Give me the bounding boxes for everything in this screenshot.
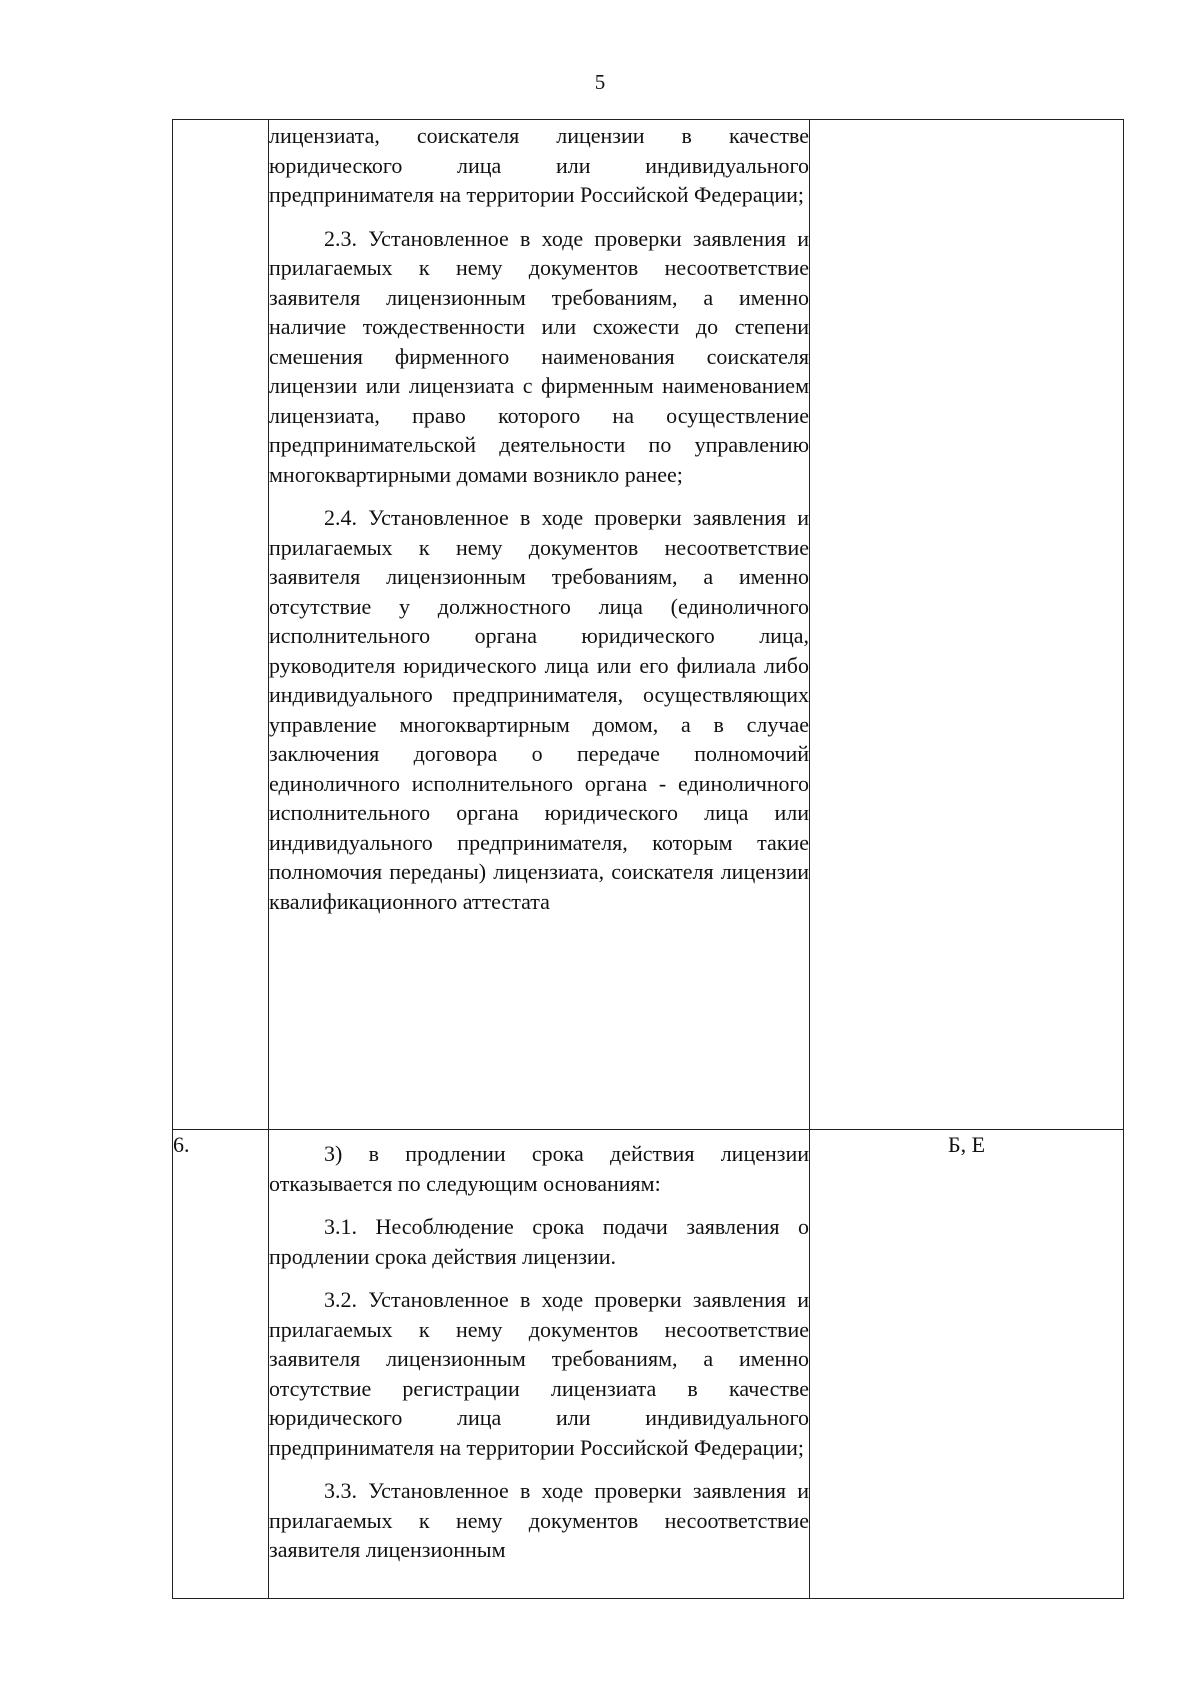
row-result-cell: Б, Е bbox=[810, 1130, 1124, 1599]
paragraph: лицензиата, соискателя лицензии в качестве юридического лица или индивидуального предпринимателя на территории Российской Федерации; bbox=[269, 123, 809, 207]
row-number-cell: 6. bbox=[173, 1130, 269, 1599]
row-text-cell bbox=[269, 120, 810, 1130]
row-number-cell bbox=[173, 120, 269, 1130]
page-number: 5 bbox=[594, 70, 606, 94]
paragraph: 2.4. Установленное в ходе проверки заявления и прилагаемых к нему документов несоответствие заявителя лицензионным требованиям, а именно отсутствие у должностного лица (единоличного исполнительного органа юридического лица, руководителя юридического лица или его филиала либо индивидуального предпринимателя, осуществляющих управление многоквартирным домом, а в случае заключения договора о передаче полномочий единоличного исполнительного органа - единоличного исполнительного органа юридического лица или индивидуального предпринимателя, которым такие полномочия переданы) лицензиата, соискателя лицензии квалификационного аттестата bbox=[269, 505, 809, 914]
paragraph: 3) в продлении срока действия лицензии отказывается по следующим основаниям: bbox=[269, 1141, 809, 1196]
paragraph: 3.1. Несоблюдение срока подачи заявления о продлении срока действия лицензии. bbox=[269, 1214, 809, 1269]
table-row bbox=[173, 120, 1124, 1130]
row-result-cell bbox=[810, 120, 1124, 1130]
paragraph: 3.2. Установленное в ходе проверки заявления и прилагаемых к нему документов несоответствие заявителя лицензионным требованиям, а именно отсутствие регистрации лицензиата в качестве юридического лица или индивидуального предпринимателя на территории Российской Федерации; bbox=[269, 1287, 809, 1460]
paragraph: 2.3. Установленное в ходе проверки заявления и прилагаемых к нему документов несоответствие заявителя лицензионным требованиям, а именно наличие тождественности или схожести до степени смешения фирменного наименования соискателя лицензии или лицензиата с фирменным наименованием лицензиата, право которого на осуществление предпринимательской деятельности по управлению многоквартирными домами возникло ранее; bbox=[269, 225, 809, 487]
row-text-cell bbox=[269, 1130, 810, 1599]
document-table bbox=[172, 119, 1124, 1599]
paragraph: 3.3. Установленное в ходе проверки заявления и прилагаемых к нему документов несоответствие заявителя лицензионным bbox=[269, 1478, 809, 1562]
table-row bbox=[173, 1130, 1124, 1599]
